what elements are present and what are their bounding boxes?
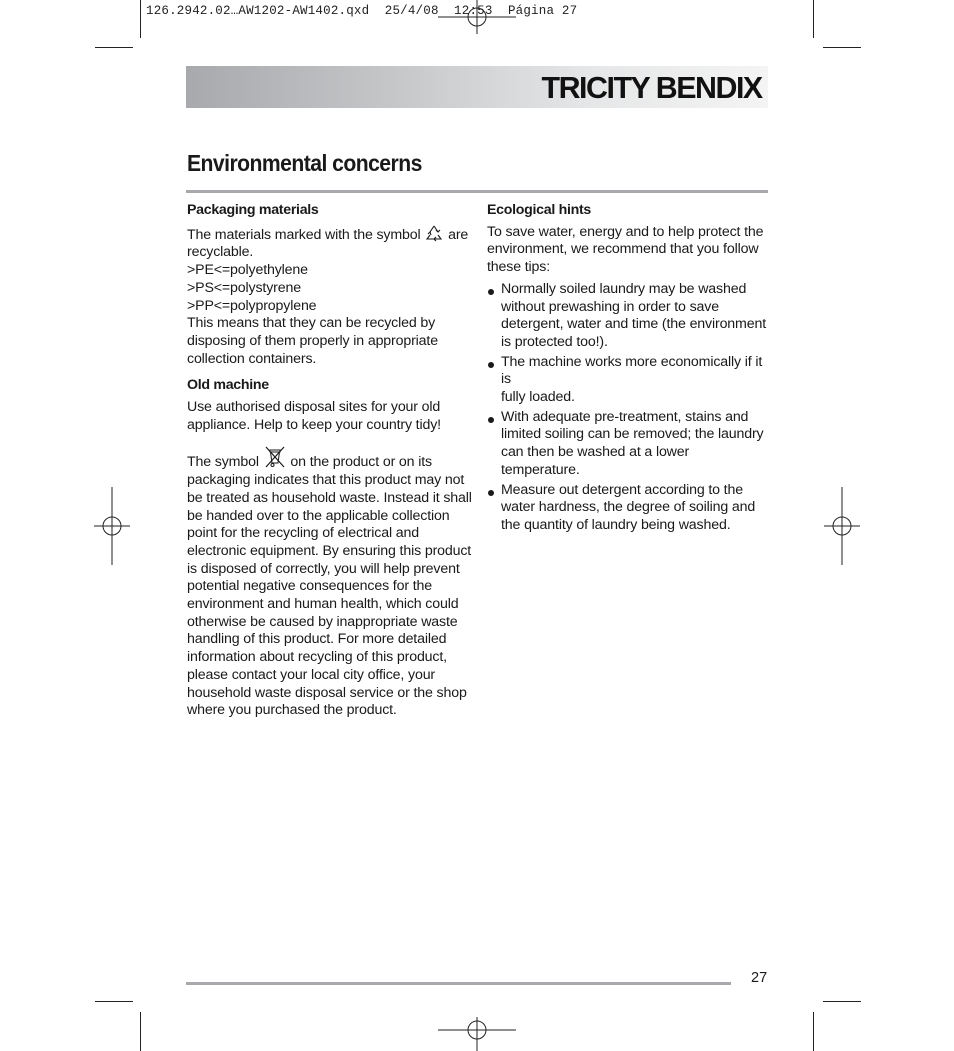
recycle-text-line: This means that they can be recycled by [187, 315, 436, 332]
tip-line: limited soiling can be removed; the laundry [501, 426, 764, 443]
weee-line: is disposed of correctly, you will help prevent [187, 560, 460, 577]
tip-item [487, 482, 769, 535]
weee-line: point for the recycling of electrical and [187, 525, 420, 542]
packaging-intro-text: The materials marked with the symbol [187, 226, 421, 243]
weee-line: where you purchased the product. [187, 702, 397, 719]
tip-line: With adequate pre-treatment, stains and [501, 408, 749, 425]
recycle-text-line: collection containers. [187, 350, 317, 367]
left-column [187, 202, 472, 720]
registration-mark-bottom [438, 1013, 516, 1051]
footer-divider [186, 982, 731, 985]
material-item: >PP<=polypropylene [187, 297, 317, 314]
tip-line: The machine works more economically if it is [501, 353, 763, 388]
bullet-icon [488, 362, 494, 368]
tip-line: detergent, water and time (the environment [501, 316, 766, 333]
bullet-icon [488, 490, 494, 496]
ecological-heading: Ecological hints [487, 202, 591, 218]
crop-mark [813, 0, 814, 38]
tip-line: is protected too!). [501, 333, 608, 350]
tip-item [487, 409, 769, 480]
crossed-out-wheelie-bin-icon [263, 446, 287, 468]
packaging-heading: Packaging materials [187, 202, 319, 218]
recycle-text-line: disposing of them properly in appropriate [187, 332, 438, 349]
brand-logo: TRICITY BENDIX [541, 70, 762, 105]
old-machine-heading: Old machine [187, 377, 269, 394]
tip-line: Measure out detergent according to the [501, 481, 743, 498]
registration-mark-right [824, 487, 860, 565]
tip-line: the quantity of laundry being washed. [501, 516, 731, 533]
weee-line: please contact your local city office, your [187, 666, 436, 683]
crop-mark [823, 47, 861, 48]
bullet-icon [488, 417, 494, 423]
crop-mark [823, 1001, 861, 1002]
ecological-intro-line: To save water, energy and to help protect the [487, 223, 764, 240]
weee-symbol-before: The symbol [187, 454, 259, 471]
weee-line: packaging indicates that this product may not [187, 472, 465, 489]
print-slug: 126.2942.02…AW1202-AW1402.qxd 25/4/08 12:53 Página 27 [146, 4, 578, 18]
recycling-icon [424, 224, 444, 242]
tip-item [487, 281, 769, 352]
page-title: Environmental concerns [187, 150, 422, 176]
weee-line: be treated as household waste. Instead it shall [187, 489, 472, 506]
weee-line: information about recycling of this product, [187, 649, 447, 666]
tip-line: water hardness, the degree of soiling and [501, 499, 756, 516]
packaging-intro-after: are [448, 226, 469, 243]
material-item: >PE<=polyethylene [187, 262, 308, 279]
weee-line: household waste disposal service or the shop [187, 684, 467, 701]
crop-mark [813, 1012, 814, 1051]
packaging-intro-line2: recyclable. [187, 244, 254, 261]
weee-line: be handed over to the applicable collection [187, 507, 450, 524]
material-item: >PS<=polystyrene [187, 279, 301, 296]
header-band [186, 66, 768, 108]
crop-mark [95, 1001, 133, 1002]
crop-mark [140, 1012, 141, 1051]
weee-line: electronic equipment. By ensuring this product [187, 542, 472, 559]
old-machine-text [187, 399, 472, 434]
old-machine-line: appliance. Help to keep your country tidy! [187, 416, 441, 433]
tip-line: can then be washed at a lower temperature. [501, 444, 690, 478]
ecological-intro-line: environment, we recommend that you follow [487, 241, 759, 258]
crop-mark [140, 0, 141, 38]
registration-mark-left [94, 487, 130, 565]
tip-item [487, 354, 769, 407]
tip-line: Normally soiled laundry may be washed [501, 280, 747, 297]
packaging-intro [187, 224, 472, 369]
old-machine-line: Use authorised disposal sites for your old [187, 399, 441, 416]
weee-line: environment and human health, which could [187, 596, 459, 613]
weee-line: handling of this product. For more detailed [187, 631, 447, 648]
ecological-intro [487, 224, 769, 277]
tips-list [487, 281, 769, 535]
bullet-icon [488, 289, 494, 295]
title-divider [186, 190, 768, 193]
ecological-intro-line: these tips: [487, 259, 551, 276]
weee-line: potential negative consequences for the [187, 578, 432, 595]
weee-text [187, 446, 472, 720]
right-column [487, 202, 769, 537]
weee-symbol-after: on the product or on its [290, 454, 432, 471]
crop-mark [95, 47, 133, 48]
tip-line: without prewashing in order to save [501, 298, 719, 315]
weee-line: otherwise be caused by inappropriate waste [187, 613, 458, 630]
tip-line: fully loaded. [501, 389, 575, 406]
registration-mark-top [438, 0, 516, 36]
page-number: 27 [751, 970, 768, 986]
